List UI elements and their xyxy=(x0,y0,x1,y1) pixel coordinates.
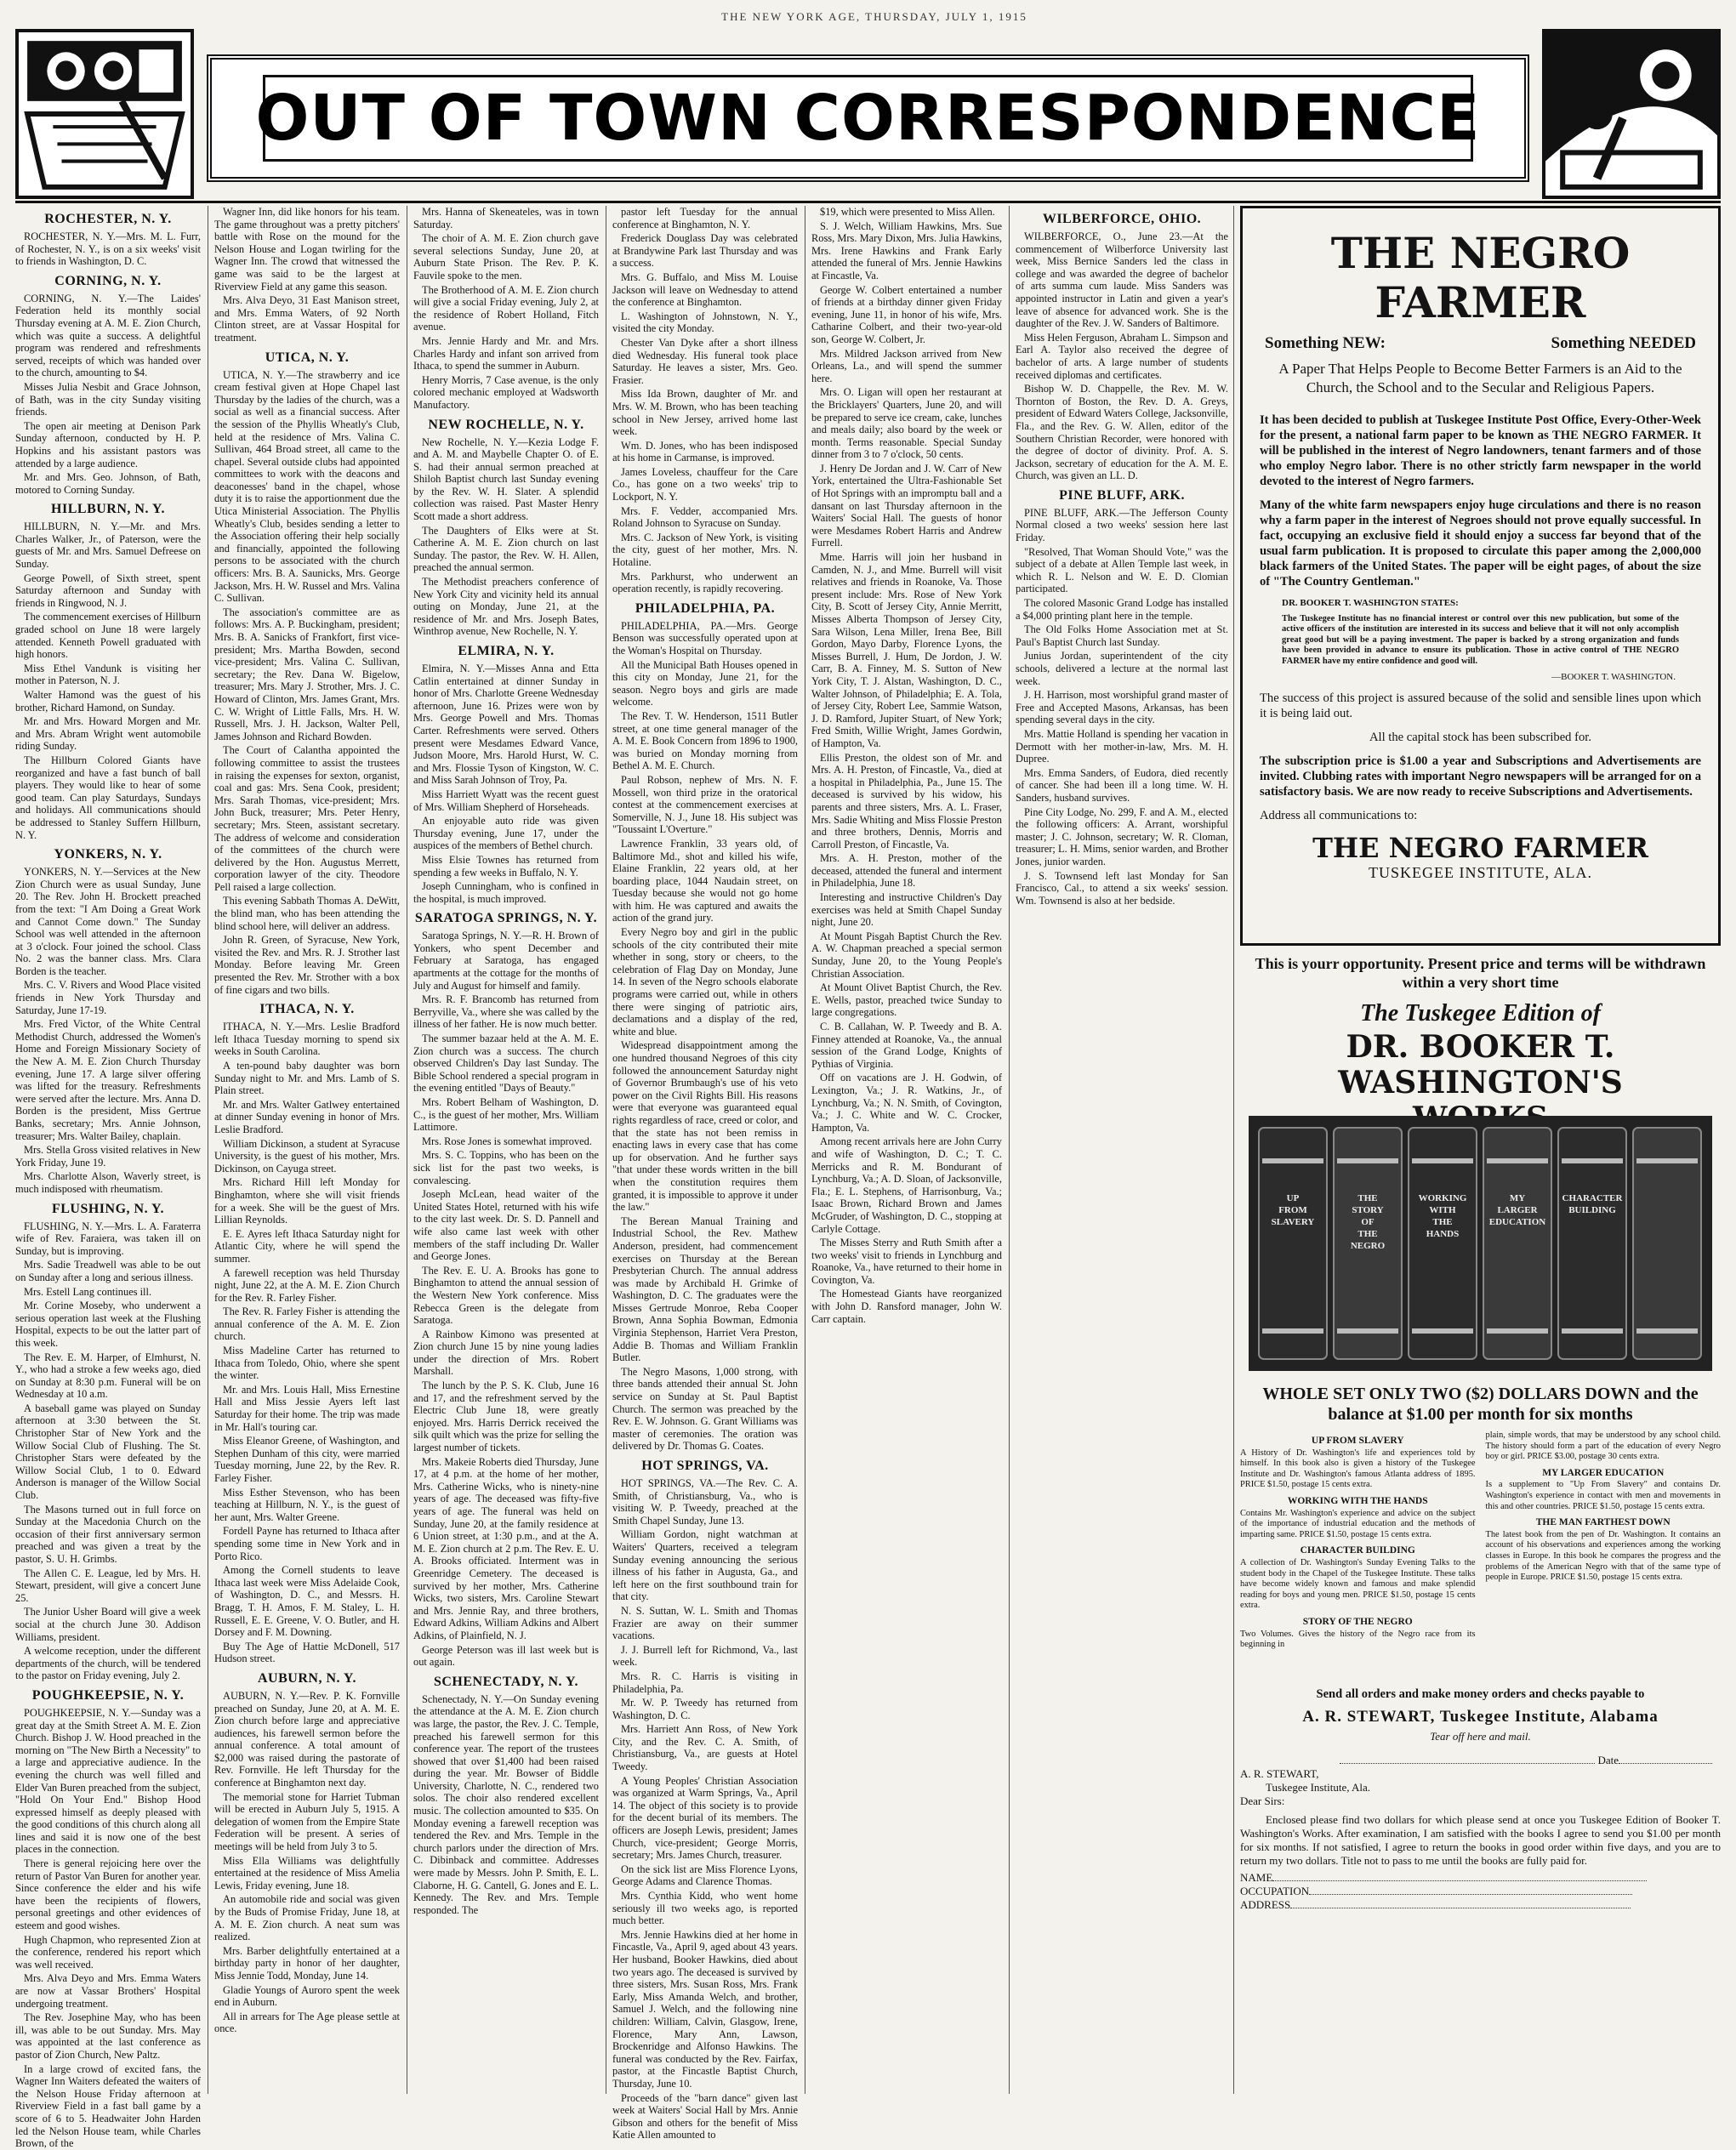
book-description: Contains Mr. Washington's experience and advice on the subject of the importance of industrial education and the methods of imparting same. PRICE $1.50, postage 15 cents extra. xyxy=(1240,1508,1476,1539)
news-item: Every Negro boy and girl in the public schools of the city contributed their mite whether in song, story or cheers, to the celebration of Flag Day on Monday, June 14. In seven of the Negro schools elaborate programs were carried out, while in others there were singing of patriotic airs, declamations and a display of the red, white and blue. xyxy=(612,926,798,1038)
news-item: Proceeds of the "barn dance" given last week at Waiters' Social Hall by Mrs. Annie Gibson and others for the benefit of Miss Katie Allen amounted to xyxy=(612,2091,798,2141)
news-item: pastor left Tuesday for the annual conference at Binghamton, N. Y. xyxy=(612,206,798,230)
news-item: Mrs. Emma Sanders, of Eudora, died recently of cancer. She had been ill a long time. W. H. Sanders, husband survives. xyxy=(1016,766,1228,804)
ad-slogans xyxy=(1265,334,1696,353)
news-item: AUBURN, N. Y.—Rev. P. K. Fornville preached on Sunday, June 20, at A. M. E. Zion church before large and appreciative audiences, his farewell sermon before the annual conference. A total amount of $2,000 was raised during the pastorate of Rev. Fornville. He left Thursday for the conference at Binghamton next day. xyxy=(214,1689,400,1789)
news-item: HILLBURN, N. Y.—Mr. and Mrs. Charles Walker, Jr., of Paterson, were the guests of Mr. and Mrs. Samuel Defreese on Sunday. xyxy=(15,520,201,571)
running-head: THE NEW YORK AGE, THURSDAY, JULY 1, 1915 xyxy=(721,10,1027,23)
washington-quote: The Tuskegee Institute has no financial interest or control over this new publication, but some of the active officers of the institution are interested in its success and believe that it will not only accomplish great good but will be a paying investment. The paper is backed by a strong organization and funds have been provided in advance to ensure its publication. Those in active control of THE NEGRO FARMER have my entire confidence and good will. xyxy=(1282,613,1679,666)
news-item: Mrs. R. C. Harris is visiting in Philadelphia, Pa. xyxy=(612,1669,798,1695)
news-item: Mrs. S. C. Toppins, who has been on the sick list for the past two weeks, is convalescing. xyxy=(413,1149,599,1186)
news-item: WILBERFORCE, O., June 23.—At the commencement of Wilberforce University last week, Miss Bernice Sanders led the class in college and was awarded the degree of bachelor of arts summa cum laude. Miss Sanders was appointed instructor in Latin and given a year's leave of absence for advanced work. She is the daughter of the Rev. J. W. Sanders of Baltimore. xyxy=(1016,230,1228,330)
news-item: Mrs. R. F. Brancomb has returned from Berryville, Va., where she was called by the illness of her father. He is now much better. xyxy=(413,993,599,1031)
news-item: Buy The Age of Hattie McDonell, 517 Hudson street. xyxy=(214,1640,400,1665)
news-item: The Masons turned out in full force on Sunday at the Macedonia Church on the occasion of their first anniversary sermon preached and was given a treat by the pastor, S. U. H. Grimbs. xyxy=(15,1503,201,1565)
news-item: A Young Peoples' Christian Association was organized at Warm Springs, Va., April 14. The object of this society is to provide for the decent burial of its members. The officers are Joseph Lewis, president; James Church, vice-president; George Morris, secretary; Mrs. James Church, treasurer. xyxy=(612,1774,798,1862)
ad-edition: The Tuskegee Edition of xyxy=(1360,1000,1601,1027)
news-item: Bishop W. D. Chappelle, the Rev. M. W. Thornton of Boston, the Rev. D. A. Greys, president of Edward Waters College, Jacksonville, Fla., and the Rev. G. W. Allen, editor of the Southern Christian Recorder, were honored with the degree of doctor of divinity. Prof. A. S. Jackson, secretary of education for the A. M. E. Church, was given an LL. D. xyxy=(1016,383,1228,482)
coupon-name-field[interactable] xyxy=(1272,1872,1647,1881)
news-item: The Rev. E. M. Harper, of Elmhurst, N. Y., who had a stroke a few weeks ago, died on Sunday at 8:30 p.m. Funeral will be on Wednesday at 10 a.m. xyxy=(15,1351,201,1401)
news-column-2 xyxy=(214,206,400,2094)
book-description: Two Volumes. Gives the history of the Negro race from its beginning in xyxy=(1240,1629,1476,1650)
news-item: Mrs. Rose Jones is somewhat improved. xyxy=(422,1135,592,1147)
dateline-heading: AUBURN, N. Y. xyxy=(258,1670,356,1686)
news-item: Mr. and Mrs. Howard Morgen and Mr. and Mrs. Abram Wright went automobile riding Sunday. xyxy=(15,715,201,753)
news-item: Off on vacations are J. H. Godwin, of Lexington, Va.; J. R. Watkins, Jr., of Lynchburg, Va.; N. N. Smith, of Covington, Va.; J. C. White and W. C. Crocker, Hampton, Va. xyxy=(811,1072,1002,1134)
coupon-occupation-label: OCCUPATION xyxy=(1240,1885,1310,1897)
news-item: The Rev. E. U. A. Brooks has gone to Binghamton to attend the annual session of the Western New York conference. Miss Rebecca Green is the delegate from Saratoga. xyxy=(413,1264,599,1327)
header-rule xyxy=(15,201,1721,203)
news-item: An enjoyable auto ride was given Thursday evening, June 17, under the auspices of the members of Bethel church. xyxy=(413,815,599,852)
news-item: UTICA, N. Y.—The strawberry and ice cream festival given at Hope Chapel last Thursday by the ladies of the church, was a social as well as a financial success. After the session of the Phyllis Wheatly's Club, held at the residence of Mrs. Valina C. Sullivan, 464 Broad street, all came to the chapel. Several outside clubs had appointed committees to work with the deacons and deaconesses' band in the chapel, whose duty it is to raise the apportionment due the Utica Ministerial Association. The Phyllis Wheatly's Club, besides sending a letter to the Association offering their help socially and financially, appointed the following persons to be associated with the church officers: Mrs. B. A. Saunicks, Mrs. George Jackson, Mrs. H. W. Russel and Mrs. Valina C. Sullivan. xyxy=(214,368,400,605)
news-item: The Methodist preachers conference of New York City and vicinity held its annual outing on Monday, June 21, at the residence of Mr. and Mrs. Joseph Bates, Winthrop avenue, New Rochelle, N. Y. xyxy=(413,576,599,638)
dateline-heading: PINE BLUFF, ARK. xyxy=(1059,487,1185,503)
news-column-6 xyxy=(1016,206,1228,2094)
news-item: Mr. Corine Moseby, who underwent a serious operation last week at the Flushing Hospital, expects to be out the latter part of this week. xyxy=(15,1300,201,1349)
ad-paragraph: Many of the white farm newspapers enjoy huge circulations and there is no reason why a farm paper in the interest of Negroes should not prove equally successful. In fact, occupying an exclusive field it should enjoy a success far beyond that of the usual farm publication. It is proposed to circulate this paper among the 2,000,000 black farmers of the United States. The paper will be eight pages, of about the size of "The Country Gentleman." xyxy=(1260,498,1701,589)
column-divider xyxy=(1233,206,1234,2094)
news-item: This evening Sabbath Thomas A. DeWitt, the blind man, who has been attending the blind school here, will deliver an address. xyxy=(214,895,400,932)
news-item: Mrs. Estell Lang continues ill. xyxy=(24,1285,152,1298)
newspaper-page xyxy=(15,10,1721,2150)
dateline-heading: ROCHESTER, N. Y. xyxy=(44,212,172,226)
news-item: C. B. Callahan, W. P. Tweedy and B. A. Finney attended at Roanoke, Va., the annual session of the Grand Lodge, Knights of Pythias of Virginia. xyxy=(811,1021,1002,1070)
book-title: UP FROM SLAVERY xyxy=(1311,1436,1404,1446)
news-column-4 xyxy=(612,206,798,2141)
news-item: Miss Elsie Townes has returned from spending a few weeks in Buffalo, N. Y. xyxy=(413,853,599,879)
address-place: TUSKEGEE INSTITUTE, ALA. xyxy=(1369,864,1592,881)
news-item: The Junior Usher Board will give a week social at the church June 30. Addison Williams, president. xyxy=(15,1606,201,1643)
quote-signature: —BOOKER T. WASHINGTON. xyxy=(1551,672,1676,682)
news-item: The Negro Masons, 1,000 strong, with three bands attended their annual St. John service on Sunday at St. Paul Baptist Church. The sermon was preached by the Rev. E. W. Johnson. G. Grant Williams was master of ceremonies. The oration was delivered by Dr. Thomas G. Coates. xyxy=(612,1365,798,1453)
news-item: The association's committee are as follows: Mrs. A. P. Buckingham, president; Mrs. B. A. Sanicks of Frankfort, first vice-president; Mrs. Martha Bowden, second vice-president; Mrs. Valina C. Sullivan, secretary; the Rev. Dana W. Bigelow, treasurer; Mrs. Mary J. Strother, Mrs. J. C. Howard of Clinton, Mrs. James Grant, Mrs. C. W. Wright of Little Falls, Mrs. H. W. Russell, Mrs. J. H. Jackson, Walter Pell, James Johnson and Richard Bowden. xyxy=(214,606,400,742)
dateline-heading: HILLBURN, N. Y. xyxy=(51,502,165,517)
book-descriptions-left xyxy=(1240,1430,1476,1651)
slogan-right: Something NEEDED xyxy=(1551,334,1696,352)
news-item: J. Henry De Jordan and J. W. Carr of New York, entertained the Ultra-Fashionable Set of Hot Springs with an impromptu ball and a dansant on last Thursday afternoon in the Waiters' Social Hall. The guests of honor were Mesdames Robert Harris and Andrew Furrell. xyxy=(811,462,1002,549)
news-item: Ellis Preston, the oldest son of Mr. and Mrs. A. H. Preston, of Fincastle, Va., died at a hospital in Philadelphia, Pa., June 15. The deceased is survived by his widow, his parents and three sisters, Mrs. A. L. Fraser, Mrs. Sadie Whiting and Miss Flossie Preston and three brothers, Dennis, Morris and Carroll Preston, of Fincastle, Va. xyxy=(811,751,1002,850)
news-item: A baseball game was played on Sunday afternoon at 3:30 between the St. Christopher Star of New York and the Willow Social Club of Flushing. The St. Christopher Stars were defeated by the Willow Social Club, 1 to 0. Edward Anderson is manager of the Willow Social Club. xyxy=(15,1402,201,1502)
news-item: Mrs. Fred Victor, of the White Central Methodist Church, addressed the Women's Home and Foreign Missionary Society of the New A. M. E. Zion Church Thursday evening, June 17. A large silver offering was lifted for the treasury. Refreshments were served after the lecture. Mrs. Anna D. Borden is the president, Miss Gertrue Banks, secretary; Mrs. Annie Johnson, treasurer; Mrs. Walter Bailey, chaplain. xyxy=(15,1018,201,1142)
news-item: At Mount Pisgah Baptist Church the Rev. A. W. Chapman preached a special sermon Sunday, June 20, to the Young People's Christian Association. xyxy=(811,930,1002,980)
book-spine-title: MY LARGER EDUCATION xyxy=(1488,1193,1546,1227)
book-spine-band xyxy=(1487,1328,1548,1334)
news-item: Mr. W. P. Tweedy has returned from Washington, D. C. xyxy=(612,1697,798,1721)
news-item: Miss Esther Stevenson, who has been teaching at Hillburn, N. Y., is the guest of her aunt, Mrs. Walter Greene. xyxy=(214,1486,400,1523)
book-title: WORKING WITH THE HANDS xyxy=(1287,1495,1428,1506)
ad-paragraph: All the capital stock has been subscribed for. xyxy=(1369,731,1591,744)
news-item: The Rev. R. Farley Fisher is attending the annual conference of the A. M. E. Zion church. xyxy=(214,1305,400,1343)
dateline-heading: PHILADELPHIA, PA. xyxy=(635,600,776,616)
desk-illustration-icon xyxy=(19,32,191,196)
news-item: L. Washington of Johnstown, N. Y., visited the city Monday. xyxy=(612,310,798,335)
news-item: Saratoga Springs, N. Y.—R. H. Brown of Yonkers, who spent December and February at Saratoga, has engaged apartments at the cottage for the months of July and August for himself and family. xyxy=(413,930,599,992)
ad-title: THE NEGRO FARMER xyxy=(1330,228,1631,327)
dateline-heading: CORNING, N. Y. xyxy=(54,273,162,288)
book-description: plain, simple words, that may be understood by any school child. The history should form a part of the education of every Negro boy or girl. PRICE $3.00, postage 30 cents extra. xyxy=(1485,1430,1721,1462)
news-column-1 xyxy=(15,206,201,2150)
news-item: Miss Helen Ferguson, Abraham L. Simpson and Earl A. Taylor also received the degree of bachelor of arts. A large number of students received diplomas and certificates. xyxy=(1016,331,1228,381)
news-item: William Gordon, night watchman at Waiters' Quarters, received a telegram Sunday evening announcing the serious illness of his father in Augusta, Ga., and left here on the first southbound train for that city. xyxy=(612,1528,798,1603)
news-item: Mrs. Mildred Jackson arrived from New Orleans, La., and will spend the summer here. xyxy=(811,347,1002,384)
news-item: ROCHESTER, N. Y.—Mrs. M. L. Furr, of Rochester, N. Y., is on a six weeks' visit to friends in Washington, D. C. xyxy=(15,230,201,268)
news-item: An automobile ride and social was given by the Buds of Promise Friday, June 18, at A. M. E. Zion church. A neat sum was realized. xyxy=(214,1893,400,1943)
news-item: Joseph McLean, head waiter of the United States Hotel, returned with his wife to the city last week. Dr. S. D. Pannell and wife also came last week with other members of the staff including Dr. Waller and George Jones. xyxy=(413,1188,599,1263)
news-item: Mr. and Mrs. Louis Hall, Miss Ernestine Hall and Miss Jessie Ayers left last Saturday for their home. The trip was made in Mr. Hall's touring car. xyxy=(214,1383,400,1433)
news-item: PINE BLUFF, ARK.—The Jefferson County Normal closed a two weeks' session here last Friday. xyxy=(1016,506,1228,544)
news-item: Mrs. Richard Hill left Monday for Binghamton, where she will visit friends for a week. She will be the guest of Mrs. Lillian Reynolds. xyxy=(214,1176,400,1226)
news-item: Mrs. A. H. Preston, mother of the deceased, attended the funeral and interment in Philadelphia, June 18. xyxy=(811,852,1002,890)
news-item: Mrs. Cynthia Kidd, who went home seriously ill two weeks ago, is reported much better. xyxy=(612,1890,798,1927)
news-item: Wagner Inn, did like honors for his team. The game throughout was a pretty pitchers' battle with Rose on the mound for the Nelson House and Logan twirling for the Wagner Inn. The crowd that witnessed the game was said to be the largest at Riverview Field at any game this season. xyxy=(214,206,400,293)
news-item: There is general rejoicing here over the return of Pastor Van Buren for another year. Since conference the elder and his wife have been the recipients of flowers, personal greetings and other evidences of esteem and good wishes. xyxy=(15,1857,201,1932)
news-item: Frederick Douglass Day was celebrated at Brandywine Park last Thursday and was a success. xyxy=(612,232,798,270)
dateline-heading: ITHACA, N. Y. xyxy=(259,1002,355,1017)
news-item: The Misses Sterry and Ruth Smith after a two weeks' visit to friends in Lynchburg and Roanoke, Va., have returned to their home in Covington, Va. xyxy=(811,1237,1002,1286)
news-item: The colored Masonic Grand Lodge has installed a $4,000 printing plant here in the temple. xyxy=(1016,597,1228,622)
news-item: The Daughters of Elks were at St. Catherine A. M. E. Zion church on last Sunday. The pastor, the Rev. W. H. Allen, preached the annual sermon. xyxy=(413,524,599,574)
book-spine-band xyxy=(1636,1328,1698,1334)
news-item: The Berean Manual Training and Industrial School, the Rev. Mathew Anderson, president, had commencement exercises on Thursday at the Berean Presbyterian Church. The annual address was made by Archibald H. Grimke of Washington, D. C. The graduates were the Misses Gertrude Monroe, Reba Cooper Brown, Anna Sophia Bowman, Edmonia Virginia Stephenson, Harriet Vera Preston, Addie B. Thomas and William Franklin Butler. xyxy=(612,1214,798,1364)
dateline-heading: POUGHKEEPSIE, N. Y. xyxy=(31,1687,185,1703)
news-item: Mrs. Charlotte Alson, Waverly street, is much indisposed with rheumatism. xyxy=(15,1170,201,1195)
ad-author: DR. BOOKER T. WASHINGTON'S xyxy=(1338,1029,1623,1101)
address-name: THE NEGRO FARMER xyxy=(1312,832,1648,864)
news-item: Lawrence Franklin, 33 years old, of Baltimore Md., shot and killed his wife, Elaine Franklin, 22 years old, at her boarding place, 1044 Naudain street, on Tuesday because she would not go home with him. He was captured and awaits the action of the grand jury. xyxy=(612,837,798,924)
quote-heading: DR. BOOKER T. WASHINGTON STATES: xyxy=(1282,598,1459,608)
ad-opportunity: This is yourr opportunity. Present price and terms will be withdrawn within a very short time xyxy=(1255,955,1706,991)
news-item: John R. Green, of Syracuse, New York, visited the Rev. and Mrs. R. J. Strother last Monday. Before leaving Mr. Green presented the Rev. Mr. Strother with a box of fine cigars and two bills. xyxy=(214,934,400,996)
news-item: A farewell reception was held Thursday night, June 22, at the A. M. E. Zion Church for the Rev. R. Farley Fisher. xyxy=(214,1266,400,1304)
news-item: Wm. D. Jones, who has been indisposed at his home in Carmanse, is improved. xyxy=(612,439,798,464)
book-description: Is a supplement to "Up From Slavery" and contains Dr. Washington's experience in contact with men and movements in this and other countries. PRICE $1.50, postage 15 cents extra. xyxy=(1485,1480,1721,1511)
book-spine-title: WORKING WITH THE HANDS xyxy=(1418,1193,1467,1239)
book-title: STORY OF THE NEGRO xyxy=(1302,1616,1413,1627)
dateline-heading: YONKERS, N. Y. xyxy=(54,847,162,862)
coupon-date-label: Date xyxy=(1597,1754,1619,1766)
news-item: The choir of A. M. E. Zion church gave several selections Sunday, June 20, at Auburn State Prison. The Rev. P. K. Fauvile spoke to the men. xyxy=(413,232,599,282)
news-item: Mrs. F. Vedder, accompanied Mrs. Roland Johnson to Syracuse on Sunday. xyxy=(612,504,798,530)
news-item: $19, which were presented to Miss Allen. xyxy=(820,206,995,218)
news-item: On the sick list are Miss Florence Lyons, George Adams and Clarence Thomas. xyxy=(612,1863,798,1888)
news-item: Chester Van Dyke after a short illness died Wednesday. His funeral took place Saturday. He leaves a sister, Mrs. Geo. Frasier. xyxy=(612,336,798,386)
news-item: YONKERS, N. Y.—Services at the New Zion Church were as usual Sunday, June 20. The Rev. John H. Brockett preached from the text: "I Am Doing a Great Work and Cannot Come down." The Sunday School was well attended in the afternoon at 3 o'clock. Four joined the school. Class No. 2 was the banner class. Mrs. Clara Borden is the teacher. xyxy=(15,866,201,977)
book-descriptions xyxy=(1240,1430,1721,1651)
book-spine-band xyxy=(1562,1158,1623,1163)
book-spine-band xyxy=(1262,1158,1323,1163)
news-item: J. S. Townsend left last Monday for San Francisco, Cal., to attend a six weeks' session. Wm. Townsend is also at her bedside. xyxy=(1016,869,1228,907)
news-item: Miss Madeline Carter has returned to Ithaca from Toledo, Ohio, where she spent the winter. xyxy=(214,1345,400,1382)
news-item: PHILADELPHIA, PA.—Mrs. George Benson was successfully operated upon at the Woman's Hospital on Thursday. xyxy=(612,619,798,657)
book-title: THE MAN FARTHEST DOWN xyxy=(1535,1517,1671,1528)
news-item: ITHACA, N. Y.—Mrs. Leslie Bradford left Ithaca Tuesday morning to spend six weeks in South Carolina. xyxy=(214,1021,400,1058)
dateline-heading: NEW ROCHELLE, N. Y. xyxy=(428,417,584,432)
news-item: Misses Julia Nesbit and Grace Johnson, of Bath, was in the city Sunday visiting friends. xyxy=(15,380,201,418)
news-item: Mrs. Mattie Holland is spending her vacation in Dermott with her mother-in-law, Mrs. M. H. Dupree. xyxy=(1016,727,1228,765)
book-title: CHARACTER BUILDING xyxy=(1300,1545,1415,1556)
news-item: The Old Folks Home Association met at St. Paul's Baptist Church last Sunday. xyxy=(1016,623,1228,648)
news-item: Mrs. G. Buffalo, and Miss M. Louise Jackson will leave on Wednesday to attend the conference at Binghamton. xyxy=(612,270,798,309)
news-item: CORNING, N. Y.—The Laides' Federation held its monthly social Thursday evening at A. M. E. Zion Church, which was quite a success. A delightful program was rendered and refreshments served, receipts of which was handed over to the church, amounting to $4. xyxy=(15,292,201,379)
news-item: Hugh Chapmon, who represented Zion at the conference, rendered his report which was well received. xyxy=(15,1933,201,1971)
dateline-heading: UTICA, N. Y. xyxy=(265,350,350,365)
coupon-occupation-field[interactable] xyxy=(1309,1886,1632,1895)
news-item: Pine City Lodge, No. 299, F. and A. M., elected the following officers: A. Arrant, worshipful master; J. C. Johnson, secretary; W. R. Cloman, treasurer; L. H. Mims, senior warden, and Brother Jones, junior warden. xyxy=(1016,805,1228,867)
news-item: New Rochelle, N. Y.—Kezia Lodge F. and A. M. and Maybelle Chapter O. of E. S. had their annual sermon preached at Shiloh Baptist church last Sunday evening by the Rev. W. H. Slater. A splendid collection was raised. Past Master Henry Scott made a short address. xyxy=(413,435,599,523)
book-spine-band xyxy=(1337,1158,1398,1163)
news-item: Mrs. Stella Gross visited relatives in New York Friday, June 19. xyxy=(15,1144,201,1169)
news-item: James Loveless, chauffeur for the Care Co., has gone on a two weeks' trip to Lockport, N. Y. xyxy=(612,465,798,503)
news-item: Among the Cornell students to leave Ithaca last week were Miss Adelaide Cook, of Washington, D. C., and Messrs. H. Bragg, T. H. Amos, F. M. Staley, L. H. Russell, E. E. Greene, V. O. Butler, and H. Dorsey and F. M. Downing. xyxy=(214,1564,400,1639)
news-item: The summer bazaar held at the A. M. E. Zion church was a success. The church observed Children's Day last Sunday. The Bible School rendered a special program in the evening entitled "Days of Beauty." xyxy=(413,1032,599,1095)
book-spine-title: THE STORY OF THE NEGRO xyxy=(1350,1193,1386,1251)
news-item: At Mount Olivet Baptist Church, the Rev. E. Wells, pastor, preached twice Sunday to large congregations. xyxy=(811,981,1002,1019)
book-spine-band xyxy=(1337,1328,1398,1334)
news-item: The Homestead Giants have reorganized with John D. Ransford manager, John W. Carr captain. xyxy=(811,1288,1002,1325)
dateline-heading: FLUSHING, N. Y. xyxy=(51,1201,165,1216)
news-item: Mrs. Jennie Hardy and Mr. and Mrs. Charles Hardy and infant son arrived from Ithaca, to spend the summer in Auburn. xyxy=(413,334,599,373)
orders-line: Send all orders and make money orders and checks payable to xyxy=(1316,1687,1645,1701)
news-item: E. E. Ayres left Ithaca Saturday night for Atlantic City, where he will spend the summer. xyxy=(214,1227,400,1265)
news-item: The memorial stone for Harriet Tubman will be erected in Auburn July 5, 1915. A delegation of women from the Empire State Federation will be present. A series of meetings will be held from July 3 to 5. xyxy=(214,1790,400,1853)
news-item: Mrs. Barber delightfully entertained at a birthday party in honor of her daughter, Miss Jennie Todd, Monday, June 14. xyxy=(214,1944,400,1982)
news-item: A ten-pound baby daughter was born Sunday night to Mr. and Mrs. Lamb of S. Plain street. xyxy=(214,1060,400,1097)
news-item: Mrs. C. Jackson of New York, is visiting the city, guest of her mother, Mrs. N. Hotaline. xyxy=(612,531,798,569)
news-item: Elmira, N. Y.—Misses Anna and Etta Catlin entertained at dinner Sunday in honor of Mrs. Charlotte Greene Wednesday afternoon, June 16. Prizes were won by Mrs. George Powell and Mrs. Thomas Carter. Refreshments were served. Others present were Mesdames Edward Vance, Judson Moore, Mrs. Harold Hurst, W. C. and Mrs. Flossie Tyson of Kingston, W. C. and Miss Sarah Johnson of Troy, Pa. xyxy=(413,663,599,787)
book-spine-band xyxy=(1412,1158,1473,1163)
news-item: POUGHKEEPSIE, N. Y.—Sunday was a great day at the Smith Street A. M. E. Zion Church. Bishop J. W. Hood preached in the morning on "The New Birth a Necessity" to a large and appreciative audience. In the evening the church was well filled and Elder Van Buren preached from the subject, "Hold On Your End." Bishop Hood expressed himself as deeply pleased with the good conditions of this church along all lines and said it is now one of the best places in the connection. xyxy=(15,1706,201,1856)
book-spine-band xyxy=(1412,1328,1473,1334)
dateline-heading: HOT SPRINGS, VA. xyxy=(641,1459,769,1473)
news-item: The Court of Calantha appointed the following committee to assist the trustees in raising the expenses for sexton, organist, coal and gas: Mrs. Sena Cook, president; Mrs. Sarah Thomas, vice-president; Mrs. John Buck, treasurer; Mrs. Peter Henry, secretary; Mrs. Steen, assistant secretary. The address of welcome and consideration of the committees of the church were delivered by the Hon. Augustus Merrett, corporation lawyer of the city. Theodore Pell raised a large collection. xyxy=(214,744,400,893)
news-item: Mrs. C. V. Rivers and Wood Place visited friends in New York Thursday and Saturday, June 17-19. xyxy=(15,979,201,1016)
dateline-heading: SCHENECTADY, N. Y. xyxy=(433,1674,579,1689)
dateline-heading: SARATOGA SPRINGS, N. Y. xyxy=(414,911,598,926)
news-column-5 xyxy=(811,206,1002,2094)
news-item: William Dickinson, a student at Syracuse University, is the guest of his mother, Mrs. Dickinson, on Cayuga street. xyxy=(214,1137,400,1175)
news-item: The open air meeting at Denison Park Sunday afternoon, conducted by H. P. Hopkins and his assistant pastors was attended by a large audience. xyxy=(15,419,201,469)
news-item: Widespread disappointment among the one hundred thousand Negroes of this city followed the announcement Saturday night of Governor Brumbaugh's use of his veto power on the Civil Rights Bill. His reasons were that everyone was guaranteed equal rights regardless of race, creed or color, and that the state has not been remiss in enacting laws in every case that has come up for observation. And he further says "that under these words written in the bill when the constitution requires them granted, it is impossible to approve it under the law." xyxy=(612,1039,798,1214)
news-item: FLUSHING, N. Y.—Mrs. L. A. Faraterra wife of Rev. Faraiera, was taken ill on Sunday, but is improving. xyxy=(15,1220,201,1257)
tear-off-line: Tear off here and mail. xyxy=(1430,1730,1531,1743)
news-item: Miss Harriett Wyatt was the recent guest of Mrs. William Shepherd of Horseheads. xyxy=(413,788,599,813)
news-item: All in arrears for The Age please settle at once. xyxy=(214,2010,400,2035)
news-item: All the Municipal Bath Houses opened in this city on Monday, June 21, for the season. Negro boys and girls are made welcome. xyxy=(612,658,798,708)
news-item: The Rev. T. W. Henderson, 1511 Butler street, at one time general manager of the A. M. E. Book Concern from 1896 to 1900, was buried on Monday morning from Bethel A. M. E. Church. xyxy=(612,709,798,772)
news-item: Mrs. O. Ligan will open her restaurant at the Bricklayers' Quarters, June 20, and will be prepared to serve ice cream, cake, lunches and meals daily; also board by the week or month. Terms reasonable. Special Sunday dinner from 3 to 7 o'clock, 50 cents. xyxy=(811,386,1002,461)
address-intro: Address all communications to: xyxy=(1260,809,1418,822)
news-item: The Brotherhood of A. M. E. Zion church will give a social Friday evening, July 2, at the residence of Robert Holland, Fitch avenue. xyxy=(413,283,599,333)
news-item: Schenectady, N. Y.—On Sunday evening the attendance at the A. M. E. Zion church was large, the pastor, the Rev. J. C. Temple, preached his farewell sermon for this conference year. The report of the trustees showed that over $1,400 had been raised during the year. Mr. Bowser of Biddle University, Charlotte, N. C., rendered two solos. The choir also rendered excellent music. The collection amounted to $35. On Monday evening a farewell reception was tendered the Rev. and Mrs. Temple in the church parlors under the direction of Mrs. C. Dibinback and committee. Addresses were made by Messrs. John P. Smith, E. L. Claborne, H. G. Cantell, G. Jones and E. L. Kennedy. The Rev. and Mrs. Temple responded. The xyxy=(413,1692,599,1916)
book-spine-band xyxy=(1262,1328,1323,1334)
coupon-to-1: A. R. STEWART, xyxy=(1240,1767,1319,1780)
book-spine-band xyxy=(1636,1158,1698,1163)
news-item: Interesting and instructive Children's Day exercises was held at Smith Chapel Sunday night, June 20. xyxy=(811,891,1002,929)
news-item: The lunch by the P. S. K. Club, June 16 and 17, and the refreshment served by the Electric Club June 18, were greatly enjoyed. Mrs. Harris Derrick received the silk quilt which was the prize for selling the largest number of tickets. xyxy=(413,1379,599,1454)
news-item: The Hillburn Colored Giants have reorganized and have a fast bunch of ball players. They would like to hear of some good team. Can play Saturdays, Sundays and holidays. All communications should be addressed to Stanley Suffern Hillburn, N. Y. xyxy=(15,754,201,841)
news-item: Mrs. Alva Deyo and Mrs. Emma Waters are now at Vassar Brothers' Hospital undergoing treatment. xyxy=(15,1972,201,2010)
book-spine-title: CHARACTER BUILDING xyxy=(1562,1193,1623,1215)
coupon-name-label: NAME xyxy=(1240,1871,1273,1884)
order-coupon xyxy=(1240,1754,1721,1912)
ad-tagline: A Paper That Helps People to Become Better Farmers is an Aid to the Church, the School and to the Secular and Religious Papers. xyxy=(1278,361,1682,395)
ad-paragraph: It has been decided to publish at Tuskegee Institute Post Office, Every-Other-Week for the present, a national farm paper to be known as THE NEGRO FARMER. It will be published in the interest of Negro landowners, tenant farmers and of those who employ Negro labor. There is no other strictly farm newspaper in the world devoted to the interest of Negro farmers. xyxy=(1260,413,1701,488)
news-item: Mrs. Hanna of Skeneateles, was in town Saturday. xyxy=(413,206,599,230)
news-item: J. J. Burrell left for Richmond, Va., last week. xyxy=(612,1643,798,1669)
news-item: Mr. and Mrs. Geo. Johnson, of Bath, motored to Corning Sunday. xyxy=(15,471,201,496)
coupon-address-field[interactable] xyxy=(1290,1899,1631,1908)
news-item: Miss Ella Williams was delightfully entertained at the residence of Miss Amelia Lewis, Friday evening, June 18. xyxy=(214,1854,400,1891)
coupon-to-2: Tuskegee Institute, Ala. xyxy=(1266,1781,1371,1794)
ad-paragraph: The success of this project is assured because of the solid and sensible lines upon which it is being laid out. xyxy=(1260,691,1701,720)
news-item: George W. Colbert entertained a number of friends at a birthday dinner given Friday evening, June 11, in honor of his wife, Mrs. Catharine Colbert, and their two-year-old son, George W. Colbert, Jr. xyxy=(811,283,1002,345)
book-description: The latest book from the pen of Dr. Washington. It contains an account of his observations and experiences among the working classes in Europe. In this book he compares the progress and the problems of the American Negro with that of the same type of people in Europe. PRICE $1.50, postage 15 cents extra. xyxy=(1485,1529,1721,1583)
stewart-address: A. R. STEWART, Tuskegee Institute, Alabama xyxy=(1302,1708,1659,1726)
news-item: Mrs. Jennie Hawkins died at her home in Fincastle, Va., April 9, aged about 43 years. Her husband, Booker Hawkins, died about two years ago. The deceased is survived by three sisters, Mrs. Susan Ross, Mrs. Frank Early, Miss Amanda Welch, and brother, Samuel J. Welch, and the following nine children: William, Calvin, Glasgow, Irene, Florence, Mary Ann, Lawson, Brockenridge and Alfonso Hawkins. The funeral was conducted by the Rev. Fairfax, pastor, at the Fincastle Baptist Church, Thursday, June 10. xyxy=(612,1928,798,2090)
news-item: Mrs. Robert Belham of Washington, D. C., is the guest of her mother, Mrs. William Lattimore. xyxy=(413,1096,599,1134)
advertisement-column xyxy=(1240,206,1721,2094)
dateline-heading: ELMIRA, N. Y. xyxy=(458,644,555,658)
news-item: The Rev. Josephine May, who has been ill, was able to be out Sunday. Mrs. May was appointed at the last conference as pastor of Zion Church, New Paltz. xyxy=(15,2011,201,2061)
title-banner xyxy=(207,54,1529,182)
news-item: In a large crowd of excited fans, the Wagner Inn Waiters defeated the waiters of the Nelson House Friday afternoon at Riverview Field in a fast ball game by a score of 6 to 5. Headwaiter John Harden led the Nelson House team, while Charles Brown, of the xyxy=(15,2062,201,2150)
book-spine-band xyxy=(1487,1158,1548,1163)
news-item: Miss Eleanor Greene, of Washington, and Stephen Dunham of this city, were married Tuesday morning, June 22, by the Rev. R. Farley Fisher. xyxy=(214,1435,400,1484)
news-item: Junius Jordan, superintendent of the city schools, delivered a lecture at the normal last week. xyxy=(1016,650,1228,687)
telegraph-illustration-icon xyxy=(1545,32,1717,196)
coupon-body: Enclosed please find two dollars for which please send at once you Tuskegee Edition of Booker T. Washington's Works. After examination, I am satisfied with the books I agree to send you $1.00 per month for six months. If not satisfied, I agree to return the books in good order within five days, and you are to return my two dollars. Title not to pass to me until the books are fully paid for. xyxy=(1240,1813,1721,1867)
news-item: George Powell, of Sixth street, spent Saturday afternoon and Sunday with friends in Ringwood, N. J. xyxy=(15,572,201,609)
news-item: The commencement exercises of Hillburn graded school on June 18 were largely attended. Kenneth Powell graduated with high honors. xyxy=(15,611,201,661)
news-item: J. H. Harrison, most worshipful grand master of Free and Accepted Masons, Arkansas, has been spending several days in the city. xyxy=(1016,689,1228,726)
news-item: N. S. Suttan, W. L. Smith and Thomas Frazier are away on their summer vacations. xyxy=(612,1604,798,1642)
page-title: OUT OF TOWN CORRESPONDENCE xyxy=(255,82,1481,155)
news-item: Among recent arrivals here are John Curry and wife of Washington, D. C.; T. C. Merricks and R. M. Bondurant of Lynchburg, Va.; A. D. Sloan, of Jacksonville, Fla.; E. L. Stephens, of Harrisonburg, Va.; Isaac Brown, Richard Brown and James McGruder, of Washington, D. C., stopping at Carlyle Cottage. xyxy=(811,1135,1002,1235)
price-line: WHOLE SET ONLY TWO ($2) DOLLARS DOWN and the balance at $1.00 per month for six months xyxy=(1262,1385,1699,1424)
news-item: A welcome reception, under the different departments of the church, will be tendered to the pastor on Friday evening, July 2. xyxy=(15,1645,201,1682)
slogan-left: Something NEW: xyxy=(1265,334,1386,352)
column-divider xyxy=(1009,206,1010,2094)
book-descriptions-right xyxy=(1486,1430,1722,1651)
news-item: Miss Ida Brown, daughter of Mr. and Mrs. W. M. Brown, who has been teaching school in New Jersey, arrived home last week. xyxy=(612,388,798,438)
news-column-3 xyxy=(413,206,599,2094)
news-item: Fordell Payne has returned to Ithaca after spending some time in New York and in Porto Rico. xyxy=(214,1525,400,1562)
ad-paragraph: The subscription price is $1.00 a year and Subscriptions and Advertisements are invited. Clubbing rates with important Negro newspapers will be arranged for on a satisfactory basis. We are now ready to receive Subscriptions and Advertisements. xyxy=(1260,754,1701,799)
news-item: Joseph Cunningham, who is confined in the hospital, is much improved. xyxy=(413,880,599,905)
book-spine-title: UP FROM SLAVERY xyxy=(1271,1193,1315,1227)
news-item: Mr. and Mrs. Walter Gatlwey entertained at dinner Sunday evening in honor of Mrs. Leslie Bradford. xyxy=(214,1098,400,1135)
news-item: "Resolved, That Woman Should Vote," was the subject of a debate at Allen Temple last week, in which R. L. Nelson and W. E. D. Clomian participated. xyxy=(1016,545,1228,595)
news-item: Henry Morris, 7 Case avenue, is the only colored mechanic employed at Wadsworth Manufactory. xyxy=(413,373,599,411)
news-item: George Peterson was ill last week but is out again. xyxy=(413,1643,599,1669)
news-item: Mrs. Harriett Ann Ross, of New York City, and the Rev. C. A. Smith, of Christiansburg, Va., are guests at Hotel Tweedy. xyxy=(612,1723,798,1773)
news-item: Mrs. Parkhurst, who underwent an operation recently, is rapidly recovering. xyxy=(612,570,798,595)
news-item: HOT SPRINGS, VA.—The Rev. C. A. Smith, of Christiansburg, Va., who is visiting W. P. Tweedy, preached at the Smith Chapel Sunday, June 13. xyxy=(612,1477,798,1527)
news-item: A Rainbow Kimono was presented at Zion church June 15 by nine young ladies under the direction of Mrs. Robert Marshall. xyxy=(413,1328,599,1378)
news-item: Mrs. Makeie Roberts died Thursday, June 17, at 4 p.m. at the home of her mother, Mrs. Catherine Wicks, who is ninety-nine years of age. The deceased was fifty-five years of age. The funeral was held on Sunday, June 20, at the family residence at 6 Union street, at 1:30 p.m., and at the A. M. E. Zion church at 2 p.m. The Rev. E. U. A. Brooks officiated. Interment was in Greenridge Cemetery. The deceased is survived by her mother, Mrs. Catherine Wicks, two sisters, Mrs. Caroline Stewart and Mrs. Jennie Ray, and three brothers, Edward Adkins, William Adkins and Albert Adkins, of Plainfield, N. J. xyxy=(413,1455,599,1641)
left-ornament-illustration xyxy=(15,29,194,199)
masthead xyxy=(15,29,1721,199)
coupon-address-label: ADDRESS xyxy=(1240,1898,1291,1911)
news-item: Paul Robson, nephew of Mrs. N. F. Mossell, won third prize in the oratorical contest at the commencement exercises at Somerville, N. J., June 18. His subject was "Toussaint L'Overture." xyxy=(612,773,798,836)
book-description: A collection of Dr. Washington's Sunday Evening Talks to the student body in the Chapel of the Tuskegee Institute. These talks have become widely known and famous and make splendid reading for boys and young men. PRICE $1.50, postage 15 cents extra. xyxy=(1240,1557,1476,1611)
book-spine-band xyxy=(1562,1328,1623,1334)
news-item: Miss Ethel Vandunk is visiting her mother in Paterson, N. J. xyxy=(15,662,201,687)
dateline-heading: WILBERFORCE, OHIO. xyxy=(1042,212,1202,226)
news-item: Walter Hamond was the guest of his brother, Richard Hamond, on Sunday. xyxy=(15,689,201,714)
book-description: A History of Dr. Washington's life and experiences told by himself. In this book also is given a history of the Tuskegee Institute and Dr. Washington's famous Atlanta address of 1895. PRICE $1.50, postage 15 cents extra. xyxy=(1240,1448,1476,1490)
negro-farmer-ad xyxy=(1240,206,1721,946)
right-ornament-illustration xyxy=(1542,29,1721,199)
washington-works-ad xyxy=(1240,954,1721,2094)
news-item: Mrs. Sadie Treadwell was able to be out on Sunday after a long and serious illness. xyxy=(15,1259,201,1283)
book-set-illustration xyxy=(1249,1116,1712,1371)
news-item: S. J. Welch, William Hawkins, Mrs. Sue Ross, Mrs. Mary Dixon, Mrs. Julia Hawkins, Mrs. Irene Hawkins and Frank Early attended the funeral of Mrs. Jennie Hawkins at Fincastle, Va. xyxy=(811,219,1002,282)
book-title: MY LARGER EDUCATION xyxy=(1542,1467,1665,1478)
news-item: Mme. Harris will join her husband in Camden, N. J., and Mme. Burrell will visit relatives and friends in Roanoke, Va. Those present include: Mrs. Rose of New York City, B. Scott of Jersey City, Annie Merritt, Misses Alberta Thompson of Jersey City, Sara Wilson, Lena Miller, Irena Bee, Bill Gordon, Mayo Darby, Florence Lyons, the Misses Burrell, J. Hum, De Jordon, J. W. Carr, B. A. Finney, M. S. Sutton of New York City, T. J. Alstan, Washington, D. C., Walter Johnson, of Philadelphia; E. A. Tola, of Jersey City, Robert Lee, Sammie Watson, J. D. Ramford, Jupiter Stuart, of New York; Fred Smith, Willie Wright, James Gordwin, of Hampton, Va. xyxy=(811,551,1002,749)
news-item: Mrs. Alva Deyo, 31 East Manison street, and Mrs. Emma Waters, of 92 North Clinton street, are at Vassar Hospital for treatment. xyxy=(214,294,400,344)
coupon-salutation: Dear Sirs: xyxy=(1240,1795,1285,1807)
news-item: The Allen C. E. League, led by Mrs. H. Stewart, president, will give a concert June 25. xyxy=(15,1567,201,1604)
news-item: Gladie Youngs of Auroro spent the week end in Auburn. xyxy=(214,1983,400,2009)
